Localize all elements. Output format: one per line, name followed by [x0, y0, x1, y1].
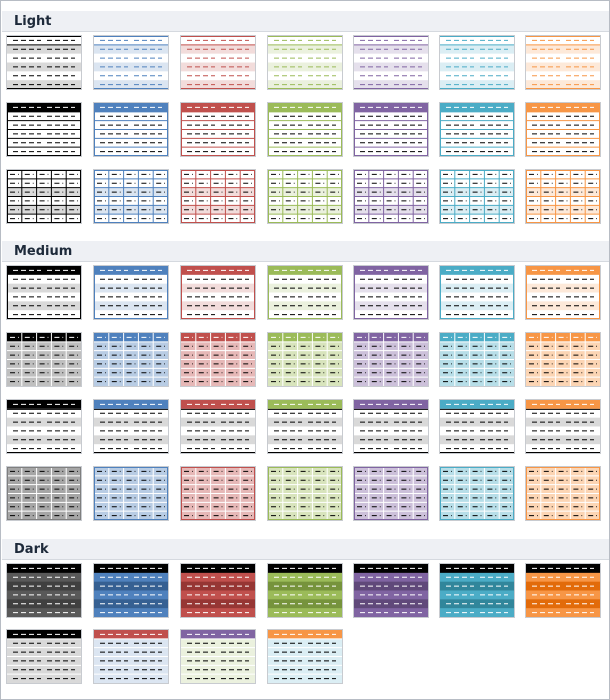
table-style-preview: [94, 630, 168, 683]
table-style-light-15[interactable]: [6, 169, 82, 224]
table-style-preview: [268, 333, 342, 386]
table-style-dark-8[interactable]: [6, 629, 82, 684]
table-style-light-7[interactable]: [525, 35, 601, 90]
table-style-light-9[interactable]: [93, 102, 169, 157]
table-style-medium-26[interactable]: [353, 466, 429, 521]
table-style-light-8[interactable]: [6, 102, 82, 157]
table-style-dark-5[interactable]: [353, 563, 429, 618]
table-style-dark-11[interactable]: [267, 629, 343, 684]
table-style-light-19[interactable]: [353, 169, 429, 224]
table-style-medium-4[interactable]: [267, 265, 343, 320]
table-style-preview: [94, 564, 168, 617]
table-style-medium-27[interactable]: [439, 466, 515, 521]
table-style-preview: [94, 400, 168, 453]
table-style-preview: [94, 103, 168, 156]
table-style-light-11[interactable]: [267, 102, 343, 157]
table-style-medium-17[interactable]: [180, 399, 256, 454]
table-style-preview: [440, 564, 514, 617]
table-style-preview: [94, 266, 168, 319]
table-style-preview: [181, 333, 255, 386]
section-title-dark: Dark: [14, 542, 49, 557]
table-style-preview: [181, 103, 255, 156]
table-style-preview: [440, 467, 514, 520]
section-header-light: [2, 11, 609, 32]
table-style-preview: [440, 36, 514, 89]
table-style-medium-6[interactable]: [439, 265, 515, 320]
table-style-light-13[interactable]: [439, 102, 515, 157]
table-style-light-1[interactable]: [6, 35, 82, 90]
table-style-medium-12[interactable]: [353, 332, 429, 387]
table-style-medium-24[interactable]: [180, 466, 256, 521]
table-style-preview: [354, 564, 428, 617]
table-style-preview: [7, 400, 81, 453]
table-style-medium-14[interactable]: [525, 332, 601, 387]
table-style-preview: [268, 400, 342, 453]
table-style-preview: [181, 266, 255, 319]
section-title-light: Light: [14, 14, 52, 29]
table-style-dark-3[interactable]: [180, 563, 256, 618]
table-style-medium-5[interactable]: [353, 265, 429, 320]
table-style-medium-10[interactable]: [180, 332, 256, 387]
table-style-preview: [94, 170, 168, 223]
table-style-preview: [181, 467, 255, 520]
table-style-preview: [440, 266, 514, 319]
table-style-medium-21[interactable]: [525, 399, 601, 454]
table-style-preview: [268, 170, 342, 223]
table-style-preview: [7, 103, 81, 156]
table-style-light-3[interactable]: [180, 35, 256, 90]
table-style-preview: [354, 36, 428, 89]
table-style-medium-16[interactable]: [93, 399, 169, 454]
table-style-preview: [268, 630, 342, 683]
table-style-medium-20[interactable]: [439, 399, 515, 454]
table-style-preview: [440, 103, 514, 156]
table-style-preview: [526, 564, 600, 617]
table-style-light-17[interactable]: [180, 169, 256, 224]
table-style-medium-18[interactable]: [267, 399, 343, 454]
table-style-preview: [7, 630, 81, 683]
table-style-light-21[interactable]: [525, 169, 601, 224]
table-style-preview: [7, 467, 81, 520]
table-style-preview: [440, 170, 514, 223]
table-style-preview: [181, 564, 255, 617]
table-style-preview: [440, 333, 514, 386]
table-style-medium-8[interactable]: [6, 332, 82, 387]
table-style-preview: [354, 400, 428, 453]
table-style-dark-7[interactable]: [525, 563, 601, 618]
table-style-preview: [526, 36, 600, 89]
table-style-medium-23[interactable]: [93, 466, 169, 521]
table-style-medium-11[interactable]: [267, 332, 343, 387]
table-style-dark-6[interactable]: [439, 563, 515, 618]
table-style-light-14[interactable]: [525, 102, 601, 157]
table-style-preview: [268, 36, 342, 89]
table-style-medium-22[interactable]: [6, 466, 82, 521]
section-title-medium: Medium: [14, 244, 73, 259]
section-header-dark: [2, 539, 609, 560]
table-style-preview: [7, 36, 81, 89]
table-style-light-18[interactable]: [267, 169, 343, 224]
table-style-preview: [354, 103, 428, 156]
table-style-preview: [268, 564, 342, 617]
table-style-preview: [181, 400, 255, 453]
table-style-medium-28[interactable]: [525, 466, 601, 521]
table-style-preview: [7, 564, 81, 617]
table-style-preview: [94, 467, 168, 520]
table-style-medium-3[interactable]: [180, 265, 256, 320]
table-style-preview: [354, 266, 428, 319]
table-style-preview: [7, 170, 81, 223]
table-style-medium-9[interactable]: [93, 332, 169, 387]
table-style-light-4[interactable]: [267, 35, 343, 90]
table-style-dark-10[interactable]: [180, 629, 256, 684]
table-style-preview: [181, 630, 255, 683]
table-style-medium-19[interactable]: [353, 399, 429, 454]
table-style-preview: [268, 103, 342, 156]
table-style-preview: [526, 333, 600, 386]
table-style-light-6[interactable]: [439, 35, 515, 90]
table-style-medium-7[interactable]: [525, 265, 601, 320]
table-style-medium-13[interactable]: [439, 332, 515, 387]
table-style-light-5[interactable]: [353, 35, 429, 90]
table-style-medium-2[interactable]: [93, 265, 169, 320]
table-style-light-16[interactable]: [93, 169, 169, 224]
table-style-light-12[interactable]: [353, 102, 429, 157]
table-style-preview: [526, 400, 600, 453]
table-style-dark-1[interactable]: [6, 563, 82, 618]
table-style-preview: [94, 333, 168, 386]
table-style-light-20[interactable]: [439, 169, 515, 224]
table-style-preview: [94, 36, 168, 89]
table-style-preview: [268, 467, 342, 520]
table-style-preview: [354, 170, 428, 223]
table-style-medium-25[interactable]: [267, 466, 343, 521]
table-style-preview: [268, 266, 342, 319]
table-style-preview: [526, 103, 600, 156]
table-style-preview: [7, 266, 81, 319]
table-style-medium-1[interactable]: [6, 265, 82, 320]
table-style-dark-9[interactable]: [93, 629, 169, 684]
table-style-preview: [354, 467, 428, 520]
table-style-dark-4[interactable]: [267, 563, 343, 618]
table-style-dark-2[interactable]: [93, 563, 169, 618]
section-header-medium: [2, 241, 609, 262]
table-style-preview: [181, 36, 255, 89]
table-style-preview: [526, 467, 600, 520]
table-style-light-2[interactable]: [93, 35, 169, 90]
table-style-preview: [354, 333, 428, 386]
table-style-preview: [7, 333, 81, 386]
table-style-medium-15[interactable]: [6, 399, 82, 454]
table-style-preview: [526, 170, 600, 223]
table-style-light-10[interactable]: [180, 102, 256, 157]
table-style-preview: [440, 400, 514, 453]
table-style-preview: [526, 266, 600, 319]
table-style-preview: [181, 170, 255, 223]
